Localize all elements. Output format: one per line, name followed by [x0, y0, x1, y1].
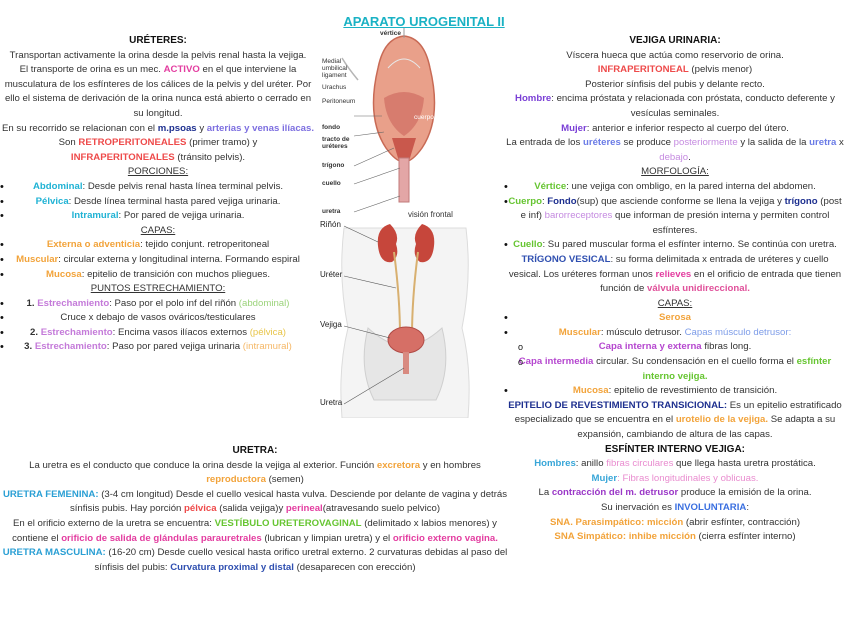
- vejiga-section: [506, 34, 844, 545]
- trigono-vesical: TRÍGONO VESICAL: su forma delimitada x entrada de uréteres y cuello vesical. Los uréteres forman unos relieves en el orificio de entrada que tienen función de válvula unidireccional.: [508, 253, 842, 295]
- porciones-list: [2, 180, 314, 224]
- contraccion-detrusor: La contracción del m. detrusor produce la emisión de la orina.: [538, 487, 812, 499]
- list-item: o Capa interna y externa fibras long.: [506, 340, 844, 355]
- label-medial-umbilical: Medial umbilical ligament: [322, 58, 348, 79]
- uretra-masculina: URETRA MASCULINA: (16-20 cm) Desde cuello vesical hasta orifico uretral externo. 2 curvaturas debidas al paso del sínfisis del pubis: Curvatura proximal y distal (desaparecen con erección): [2, 547, 508, 573]
- inervacion: Su inervación es INVOLUNTARIA:: [600, 502, 750, 513]
- label-cuerpo: cuerpo: [414, 114, 434, 121]
- list-item: • 1. Estrechamiento: Paso por el polo inf del riñón (abdominal): [2, 297, 314, 312]
- label-vision-frontal: visión frontal: [408, 210, 453, 219]
- label-vejiga: Vejiga: [320, 320, 342, 329]
- vejiga-posterior: Posterior sínfisis del pubis y delante recto.: [585, 78, 765, 90]
- list-item: • Pélvica: Desde línea terminal hasta pared vejiga urinaria.: [2, 195, 314, 210]
- vejiga-subcapas-list: [506, 340, 844, 384]
- ureteres-definition: Transportan activamente la orina desde la pelvis renal hasta la vejiga.: [9, 49, 307, 61]
- anatomy-figure: [318, 28, 492, 418]
- vejiga-definition: Víscera hueca que actúa como reservorio de orina.: [566, 49, 784, 61]
- label-uretra-body: Uretra: [320, 398, 343, 407]
- vejiga-mujer: Mujer: anterior e inferior respecto al cuerpo del útero.: [561, 122, 789, 134]
- list-item: • Vértice: une vejiga con ombligo, en la pared interna del abdomen.: [506, 180, 844, 195]
- vejiga-hombre: Hombre: encima próstata y relacionada con próstata, conducto deferente y vesículas seminales.: [515, 93, 835, 119]
- list-item: • Cuerpo: Fondo(sup) que asciende conforme se llena la vejiga y trígono (post e inf) barorreceptores que informan de presión interna y permiten control esfínteres.: [506, 195, 844, 239]
- ureteres-section: [2, 34, 314, 355]
- ureteres-retro: Son RETROPERITONEALES (primer tramo) y INFRAPERITONEALES (tránsito pelvis).: [58, 137, 258, 163]
- list-item: • Mucosa: epitelio de revestimiento de transición.: [506, 384, 844, 399]
- label-cuello: cuello: [322, 180, 341, 187]
- uretra-vestibulo: En el orificio externo de la uretra se encuentra: VESTÍBULO URETEROVAGINAL (delimitado x labios menores) y contiene el orificio de salida de glándulas parauretrales (lubrican y limpian uretra) y el orificio externo vagina.: [12, 517, 498, 544]
- label-vertice: vértice: [380, 30, 401, 37]
- page-title: APARATO UROGENITAL II: [343, 14, 505, 29]
- esfinter-heading: ESFÍNTER INTERNO VEJIGA:: [604, 443, 745, 455]
- morfologia-heading: MORFOLOGÍA:: [641, 166, 709, 178]
- list-item: • Muscular: circular externa y longitudinal interna. Formando espiral: [2, 253, 314, 268]
- sna-parasimpatico: SNA. Parasimpático: micción (abrir esfínter, contracción): [549, 516, 801, 528]
- uretra-femenina: URETRA FEMENINA: (3-4 cm longitud) Desde el cuello vesical hasta vulva. Desciende por delante de vagina y detrás sínfisis pubis. Hay porción pélvica (salida vejiga)y perineal(atravesando suelo pelvico): [2, 488, 508, 515]
- list-item: • Abdominal: Desde pelvis renal hasta línea terminal pelvis.: [2, 180, 314, 195]
- list-item: • Cruce x debajo de vasos ováricos/testiculares: [2, 311, 314, 326]
- esfinter-hombres: Hombres: anillo fibras circulares que llega hasta uretra prostática.: [534, 458, 816, 470]
- vejiga-capas-list: [506, 311, 844, 340]
- vejiga-mucosa-list: [506, 384, 844, 399]
- vejiga-capas-heading: CAPAS:: [657, 297, 693, 309]
- uretra-heading: URETRA:: [232, 445, 278, 456]
- ureteres-transporte: El transporte de orina es un mec. ACTIVO en el que interviene la musculatura de los esfínteres de los cálices de la pelvis y del uréter. Por ello el sistema de derivación de la orina nunca está abierto o cerrado en su longitud.: [4, 64, 312, 119]
- label-tracto: tracto de uréteres: [322, 136, 350, 150]
- list-item: • Externa o adventicia: tejido conjunt. retroperitoneal: [2, 238, 314, 253]
- list-item: o Capa intermedia circular. Su condensación en el cuello forma el esfínter interno vejiga.: [506, 355, 844, 384]
- list-item: • 2. Estrechamiento: Encima vasos ilíacos externos (pélvica): [2, 326, 314, 341]
- label-peritoneum: Peritoneum: [322, 98, 356, 105]
- label-urachus: Urachus: [322, 84, 347, 91]
- puntos-heading: PUNTOS ESTRECHAMIENTO:: [90, 283, 226, 295]
- label-fondo: fondo: [322, 124, 341, 131]
- list-item: • Cuello: Su pared muscular forma el esfínter interno. Se continúa con uretra.: [506, 238, 844, 253]
- list-item: • Muscular: músculo detrusor. Capas músculo detrusor:: [506, 326, 844, 341]
- list-item: • 3. Estrechamiento: Paso por pared vejiga urinaria (intramural): [2, 340, 314, 355]
- label-uretra-top: uretra: [322, 208, 341, 215]
- ureteres-heading: URÉTERES:: [129, 35, 187, 46]
- label-ureter: Uréter: [320, 270, 343, 279]
- esfinter-mujer: Mujer: Fibras longitudinales y oblicuas.: [591, 472, 759, 484]
- uretra-section: [2, 444, 508, 575]
- list-item: • Serosa: [506, 311, 844, 326]
- uretra-definition: La uretra es el conducto que conduce la orina desde la vejiga al exterior. Función excretora y en hombres reproductora (semen): [29, 459, 481, 486]
- puntos-list: [2, 297, 314, 355]
- ureteres-relaciones: En su recorrido se relacionan con el m.psoas y arterias y venas ilíacas.: [2, 122, 315, 134]
- label-rinon: Riñón: [320, 220, 341, 229]
- vejiga-entrada: La entrada de los uréteres se produce posteriormente y la salida de la uretra x debajo.: [506, 137, 844, 163]
- sna-simpatico: SNA Simpático: inhibe micción (cierra esfínter interno): [554, 531, 796, 543]
- capas-list: [2, 238, 314, 282]
- porciones-heading: PORCIONES:: [127, 166, 189, 178]
- list-item: • Intramural: Por pared de vejiga urinaria.: [2, 209, 314, 224]
- list-item: • Mucosa: epitelio de transición con muchos pliegues.: [2, 268, 314, 283]
- vejiga-heading: VEJIGA URINARIA:: [629, 35, 721, 46]
- capas-heading: CAPAS:: [140, 224, 176, 236]
- label-trigono: trígono: [322, 162, 345, 169]
- epitelio-transicional: EPITELIO DE REVESTIMIENTO TRANSICIONAL: Es un epitelio estratificado especializado que se encuentra en el urotelio de la vejiga. Se adapta a su expansión, cambiando de altura de las capas.: [508, 399, 842, 441]
- morfologia-list: [506, 180, 844, 253]
- vejiga-infra: INFRAPERITONEAL (pelvis menor): [597, 64, 753, 76]
